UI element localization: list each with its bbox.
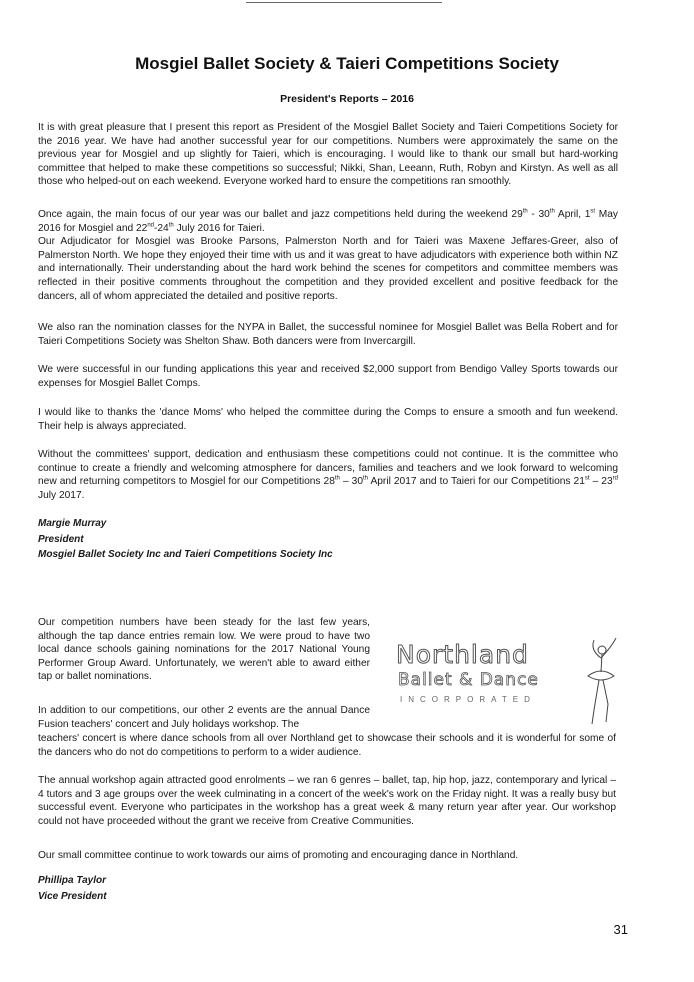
page-subtitle: President's Reports – 2016 bbox=[280, 93, 414, 105]
president-paragraph-7: Without the committees' support, dedication and enthusiasm these competitions could not continue. It is the committee who continue to create a friendly and welcoming atmosphere for dancers, families and teachers and we look forward to welcoming new and returning competitors to Mosgiel for our Competitions 28th – 30th April 2017 and to Taieri for our Competitions 21st – 23rd July 2017. bbox=[38, 449, 618, 501]
northland-paragraph-2b: teachers' concert is where dance schools from all over Northland get to showcase their schools and it is wonderful for some of the dancers who do not do competitions to perform to a wider audience. bbox=[38, 733, 616, 758]
signature-org: Mosgiel Ballet Society Inc and Taieri Competitions Society Inc bbox=[38, 549, 333, 560]
signature-name: Phillipa Taylor bbox=[38, 875, 106, 886]
vice-president-signature bbox=[38, 873, 107, 904]
ballerina-icon bbox=[572, 632, 628, 732]
president-paragraph-6: I would like to thanks the 'dance Moms' who helped the committee during the Comps to ensure a smooth and fun weekend. Their help is always appreciated. bbox=[38, 407, 618, 432]
signature-name: Margie Murray bbox=[38, 518, 107, 529]
top-rule bbox=[246, 2, 442, 3]
northland-paragraph-1: Our competition numbers have been steady for the last few years, although the tap dance entries remain low. We were proud to have two local dance schools gaining nominations for the 2017 National Young Performer Group Award. Unfortunately, we weren't able to award either tap or ballet nominations. bbox=[38, 617, 370, 683]
president-signature bbox=[38, 516, 333, 563]
president-paragraph-2: Once again, the main focus of our year was our ballet and jazz competitions held during the weekend 29th - 30th April, 1st May 2016 for Mosgiel and 22nd-24th July 2016 for Taieri. Our Adjudicator for Mosgiel was Brooke Parsons, Palmerston North and for Taieri was Maxene Jeffares-Greer, also of Palmerston North. We hope they enjoyed their time with us and it was great to have adjudicators with experience both within NZ and internationally. Their understanding about the hard work behind the scenes for competitors and committee members was reflected in their positive comments throughout the competition and they provided excellent and positive feedback for the dancers, all of whom appreciated the detailed and positive reports. bbox=[38, 208, 618, 302]
president-paragraph-5: We were successful in our funding applications this year and received $2,000 support from Bendigo Valley Sports towards our expenses for Mosgiel Ballet Comps. bbox=[38, 364, 618, 389]
page-number: 31 bbox=[613, 922, 628, 937]
northland-paragraph-4: Our small committee continue to work towards our aims of promoting and encouraging dance in Northland. bbox=[38, 850, 519, 861]
logo-subtitle: Ballet & Dance bbox=[398, 670, 539, 690]
logo-incorporated: INCORPORATED bbox=[400, 695, 536, 704]
northland-paragraph-2a: In addition to our competitions, our other 2 events are the annual Dance Fusion teachers' concert and July holidays workshop. The bbox=[38, 705, 370, 730]
logo-name: Northland bbox=[396, 640, 529, 669]
northland-logo bbox=[382, 640, 602, 722]
page-title: Mosgiel Ballet Society & Taieri Competitions Society bbox=[135, 54, 559, 73]
president-paragraph-3: Our Adjudicator for Mosgiel was Brooke Parsons, Palmerston North and for Taieri was Maxene Jeffares-Greer, also of Palmerston North. We hope they enjoyed their time with us and it was great to have adjudicators with experience both within NZ and internationally. Their understanding about the hard work behind the scenes for competitors and committee members was reflected in their positive comments throughout the competition and they provided excellent and positive feedback for the dancers, all of whom appreciated the detailed and positive reports. bbox=[38, 236, 618, 302]
signature-role: Vice President bbox=[38, 890, 107, 902]
president-paragraph-1: It is with great pleasure that I present this report as President of the Mosgiel Ballet Society and Taieri Competitions Society for the 2016 year. We have had another successful year for our competitions. Numbers were approximately the same on the previous year for Mosgiel and up slightly for Taieri, which is encouraging. I would like to thank our small but hard-working committee that helped to make these competitions so successful; Nikki, Shan, Leeann, Ruth, Robyn and Kirstyn. As well as all those who helped-out on each weekend. Everyone worked hard to ensure the competitions ran smoothly. bbox=[38, 122, 618, 188]
northland-paragraph-3: The annual workshop again attracted good enrolments – we ran 6 genres – ballet, tap, hip hop, jazz, contemporary and lyrical – 4 tutors and 3 age groups over the week culminating in a concert of the week's work on the Friday night. It was a really busy but successful event. Everyone who participates in the workshop has a great week & many return year after year. Our workshop could not have proceeded without the grant we receive from Creative Communities. bbox=[38, 775, 616, 827]
signature-role: President bbox=[38, 533, 84, 545]
president-paragraph-4: We also ran the nomination classes for the NYPA in Ballet, the successful nominee for Mosgiel Ballet was Bella Robert and for Taieri Competitions Society was Shelton Shaw. Both dancers were from Invercargill. bbox=[38, 322, 618, 347]
